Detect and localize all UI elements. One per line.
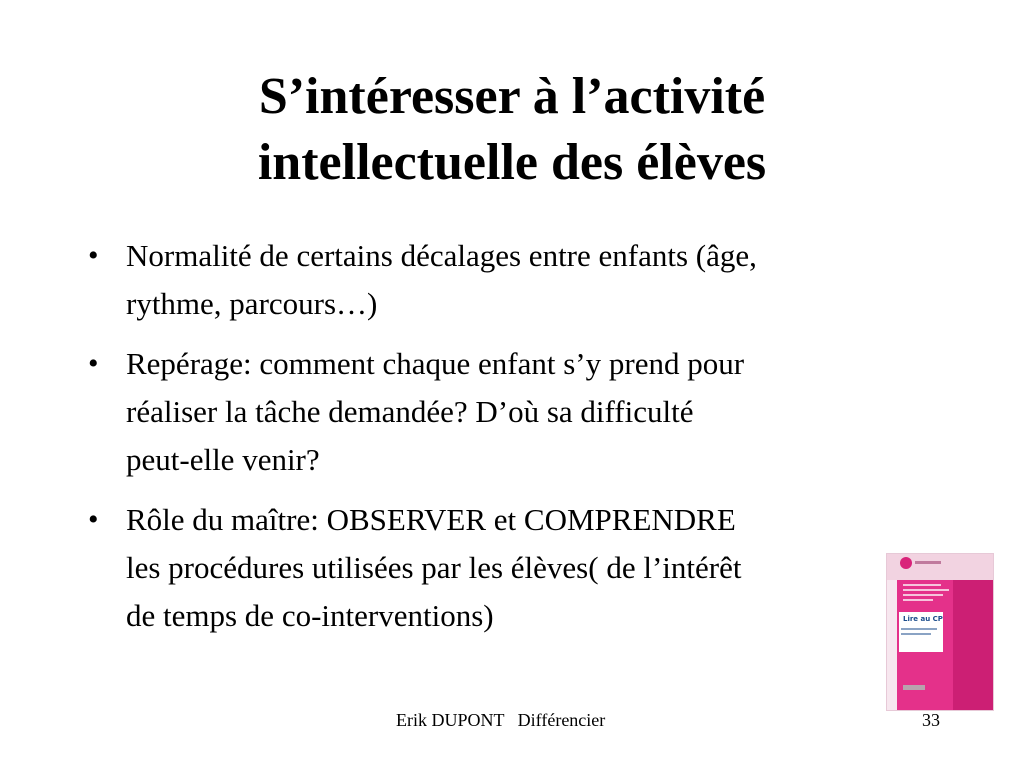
page-number: 33	[922, 710, 940, 730]
bullet-line: peut-elle venir?	[126, 442, 320, 477]
bullet-text	[126, 496, 952, 640]
bullet-marker: •	[88, 239, 99, 272]
bullet-marker: •	[88, 347, 99, 380]
slide-title	[112, 64, 912, 196]
book-cover-logo-icon	[900, 557, 912, 569]
book-cover-text-line	[903, 599, 933, 601]
bullet-item-3	[82, 496, 952, 640]
book-cover-text-line	[903, 594, 943, 596]
bullet-text	[126, 232, 952, 328]
bullet-line: réaliser la tâche demandée? D’où sa difficulté	[126, 394, 694, 429]
bullet-item-1	[82, 232, 952, 328]
book-cover-subtitle-line	[901, 628, 937, 630]
book-cover-panel-shade	[953, 580, 994, 711]
bullet-line: Rôle du maître: OBSERVER et COMPRENDRE	[126, 502, 736, 537]
bullet-line: Repérage: comment chaque enfant s’y prend pour	[126, 346, 745, 381]
book-cover-image	[886, 553, 994, 711]
book-cover-subtitle-line	[901, 633, 931, 635]
book-cover-text-line	[903, 584, 941, 586]
bullet-line: de temps de co-interventions)	[126, 598, 494, 633]
footer-author: Erik DUPONT Différencier	[396, 710, 606, 730]
book-cover-strip	[887, 580, 897, 711]
book-cover-logo-text	[915, 561, 941, 564]
bullet-item-2	[82, 340, 952, 484]
slide-title-line-1: S’intéresser à l’activité	[258, 68, 766, 125]
bullet-text	[126, 340, 952, 484]
book-cover-caption: Lire au CP	[903, 615, 943, 623]
book-cover-header	[887, 554, 993, 582]
bullet-marker: •	[88, 503, 99, 536]
bullet-line: les procédures utilisées par les élèves( de l’intérêt	[126, 550, 742, 585]
bullet-line: rythme, parcours…)	[126, 286, 378, 321]
book-cover-text-line	[903, 589, 949, 591]
bullet-line: Normalité de certains décalages entre enfants (âge,	[126, 238, 757, 273]
bullet-list	[82, 232, 952, 652]
book-cover-publisher-mark	[903, 685, 925, 690]
slide-title-line-2: intellectuelle des élèves	[257, 134, 767, 191]
